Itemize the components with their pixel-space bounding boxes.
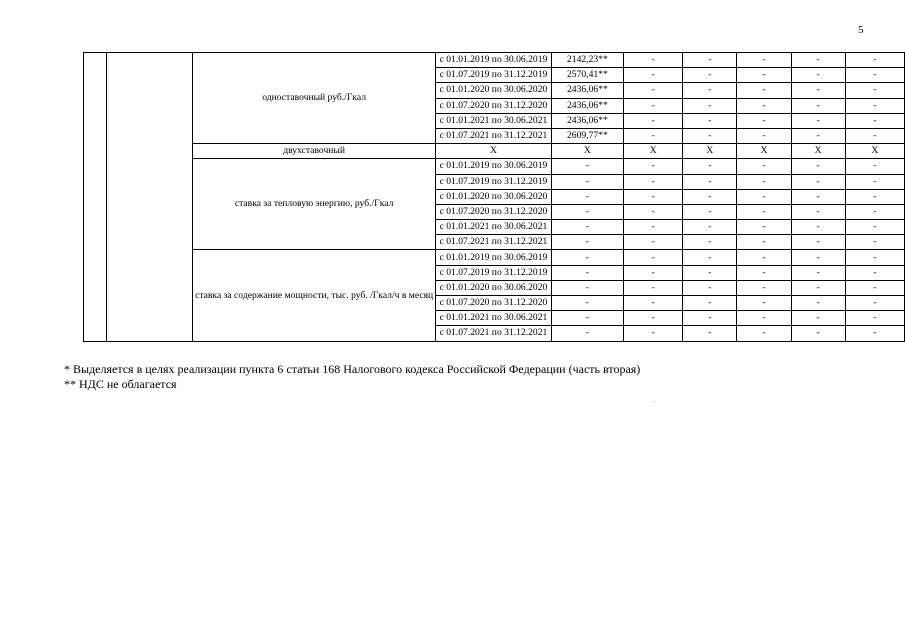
value-cell: - (737, 235, 791, 250)
value-cell: - (551, 174, 623, 189)
value-cell: - (683, 204, 737, 219)
value-cell: - (791, 280, 845, 295)
table-row (84, 53, 905, 68)
value-cell: - (683, 220, 737, 235)
value-cell: - (737, 204, 791, 219)
value-cell: X (791, 144, 845, 159)
value-cell: - (551, 220, 623, 235)
value-cell: - (683, 68, 737, 83)
value-cell: - (624, 113, 683, 128)
value-cell: - (737, 98, 791, 113)
value-cell: - (737, 311, 791, 326)
period-cell: с 01.01.2021 по 30.06.2021 (436, 311, 552, 326)
period-cell: с 01.07.2021 по 31.12.2021 (436, 235, 552, 250)
value-cell: - (683, 326, 737, 341)
value-cell: 2570,41** (551, 68, 623, 83)
page-number: 5 (858, 24, 864, 36)
period-cell: с 01.07.2020 по 31.12.2020 (436, 296, 552, 311)
value-cell: - (845, 204, 904, 219)
value-cell: - (683, 250, 737, 265)
period-cell: с 01.01.2020 по 30.06.2020 (436, 189, 552, 204)
value-cell: - (624, 98, 683, 113)
value-cell: - (737, 296, 791, 311)
value-cell: - (737, 68, 791, 83)
value-cell: - (737, 53, 791, 68)
value-cell: - (683, 235, 737, 250)
value-cell: - (551, 280, 623, 295)
value-cell: - (845, 250, 904, 265)
value-cell: - (845, 220, 904, 235)
value-cell: - (624, 83, 683, 98)
value-cell: X (845, 144, 904, 159)
value-cell: - (551, 250, 623, 265)
tariff-table-body (84, 53, 905, 342)
value-cell: - (791, 68, 845, 83)
value-cell: - (791, 250, 845, 265)
value-cell: - (624, 159, 683, 174)
value-cell: - (737, 280, 791, 295)
value-cell: - (551, 235, 623, 250)
value-cell: X (683, 144, 737, 159)
value-cell: - (737, 326, 791, 341)
value-cell: - (845, 265, 904, 280)
value-cell: - (624, 220, 683, 235)
value-cell: 2436,06** (551, 113, 623, 128)
period-cell: с 01.07.2020 по 31.12.2020 (436, 204, 552, 219)
value-cell: - (791, 189, 845, 204)
value-cell: - (624, 174, 683, 189)
value-cell: - (791, 296, 845, 311)
period-cell: с 01.01.2020 по 30.06.2020 (436, 83, 552, 98)
value-cell: - (551, 311, 623, 326)
value-cell: X (436, 144, 552, 159)
tariff-type-label: ставка за тепловую энергию, руб./Гкал (193, 159, 436, 250)
value-cell: - (845, 311, 904, 326)
value-cell: - (791, 98, 845, 113)
value-cell: - (845, 113, 904, 128)
value-cell: - (683, 265, 737, 280)
value-cell: - (683, 189, 737, 204)
value-cell: - (737, 159, 791, 174)
footnote-vat-allocation: * Выделяется в целях реализации пункта 6 статьи 168 Налогового кодекса Российской Федерации (часть вторая) (64, 362, 641, 376)
period-cell: с 01.01.2019 по 30.06.2019 (436, 250, 552, 265)
scan-speck (653, 401, 655, 402)
value-cell: - (624, 326, 683, 341)
value-cell: - (624, 250, 683, 265)
value-cell: - (845, 68, 904, 83)
value-cell: - (683, 174, 737, 189)
period-cell: с 01.01.2021 по 30.06.2021 (436, 220, 552, 235)
table-row (84, 159, 905, 174)
value-cell: - (551, 296, 623, 311)
period-cell: с 01.01.2021 по 30.06.2021 (436, 113, 552, 128)
value-cell: - (845, 159, 904, 174)
value-cell: - (791, 53, 845, 68)
value-cell: - (737, 220, 791, 235)
value-cell: - (624, 235, 683, 250)
value-cell: - (791, 235, 845, 250)
value-cell: - (791, 128, 845, 143)
table-row (84, 250, 905, 265)
value-cell: - (551, 159, 623, 174)
period-cell: с 01.01.2020 по 30.06.2020 (436, 280, 552, 295)
table-row-two-rate (84, 144, 905, 159)
value-cell: - (551, 189, 623, 204)
value-cell: - (845, 53, 904, 68)
value-cell: - (683, 53, 737, 68)
value-cell: - (683, 159, 737, 174)
value-cell: - (683, 311, 737, 326)
value-cell: - (683, 98, 737, 113)
value-cell: X (551, 144, 623, 159)
value-cell: - (845, 83, 904, 98)
value-cell: - (624, 204, 683, 219)
period-cell: с 01.07.2020 по 31.12.2020 (436, 98, 552, 113)
value-cell: - (791, 204, 845, 219)
value-cell: - (791, 326, 845, 341)
value-cell: - (845, 235, 904, 250)
value-cell: - (737, 174, 791, 189)
period-cell: с 01.07.2021 по 31.12.2021 (436, 326, 552, 341)
footnotes (64, 362, 640, 392)
value-cell: - (683, 113, 737, 128)
value-cell: - (845, 296, 904, 311)
value-cell: - (683, 83, 737, 98)
value-cell: - (845, 98, 904, 113)
value-cell: - (624, 128, 683, 143)
value-cell: X (737, 144, 791, 159)
tariff-type-label: двухставочный (193, 144, 436, 159)
value-cell: - (791, 83, 845, 98)
value-cell: - (737, 113, 791, 128)
value-cell: - (624, 68, 683, 83)
value-cell: - (737, 128, 791, 143)
value-cell: - (791, 174, 845, 189)
value-cell: 2609,77** (551, 128, 623, 143)
value-cell: - (791, 113, 845, 128)
value-cell: - (845, 128, 904, 143)
value-cell: - (737, 83, 791, 98)
footnote-vat-exempt: ** НДС не облагается (64, 377, 177, 391)
value-cell: 2436,06** (551, 98, 623, 113)
value-cell: 2142,23** (551, 53, 623, 68)
row-number-cell (84, 53, 107, 342)
value-cell: - (791, 159, 845, 174)
value-cell: - (624, 280, 683, 295)
period-cell: с 01.07.2019 по 31.12.2019 (436, 265, 552, 280)
value-cell: - (737, 250, 791, 265)
value-cell: - (845, 326, 904, 341)
period-cell: с 01.07.2019 по 31.12.2019 (436, 68, 552, 83)
value-cell: - (683, 296, 737, 311)
value-cell: - (791, 265, 845, 280)
value-cell: - (845, 189, 904, 204)
period-cell: с 01.01.2019 по 30.06.2019 (436, 53, 552, 68)
value-cell: - (624, 189, 683, 204)
value-cell: - (551, 204, 623, 219)
value-cell: - (551, 326, 623, 341)
value-cell: - (737, 189, 791, 204)
value-cell: - (551, 265, 623, 280)
value-cell: X (624, 144, 683, 159)
tariff-type-label: одноставочный руб./Гкал (193, 53, 436, 144)
value-cell: - (845, 174, 904, 189)
value-cell: - (624, 265, 683, 280)
value-cell: - (683, 128, 737, 143)
value-cell: - (791, 220, 845, 235)
row-name-cell (106, 53, 193, 342)
value-cell: - (791, 311, 845, 326)
value-cell: - (737, 265, 791, 280)
value-cell: - (683, 280, 737, 295)
value-cell: 2436,06** (551, 83, 623, 98)
period-cell: с 01.07.2019 по 31.12.2019 (436, 174, 552, 189)
value-cell: - (624, 311, 683, 326)
tariff-type-label: ставка за содержание мощности, тыс. руб. /Гкал/ч в месяц (193, 250, 436, 341)
value-cell: - (624, 53, 683, 68)
period-cell: с 01.01.2019 по 30.06.2019 (436, 159, 552, 174)
value-cell: - (845, 280, 904, 295)
value-cell: - (624, 296, 683, 311)
tariff-table (83, 52, 905, 342)
period-cell: с 01.07.2021 по 31.12.2021 (436, 128, 552, 143)
